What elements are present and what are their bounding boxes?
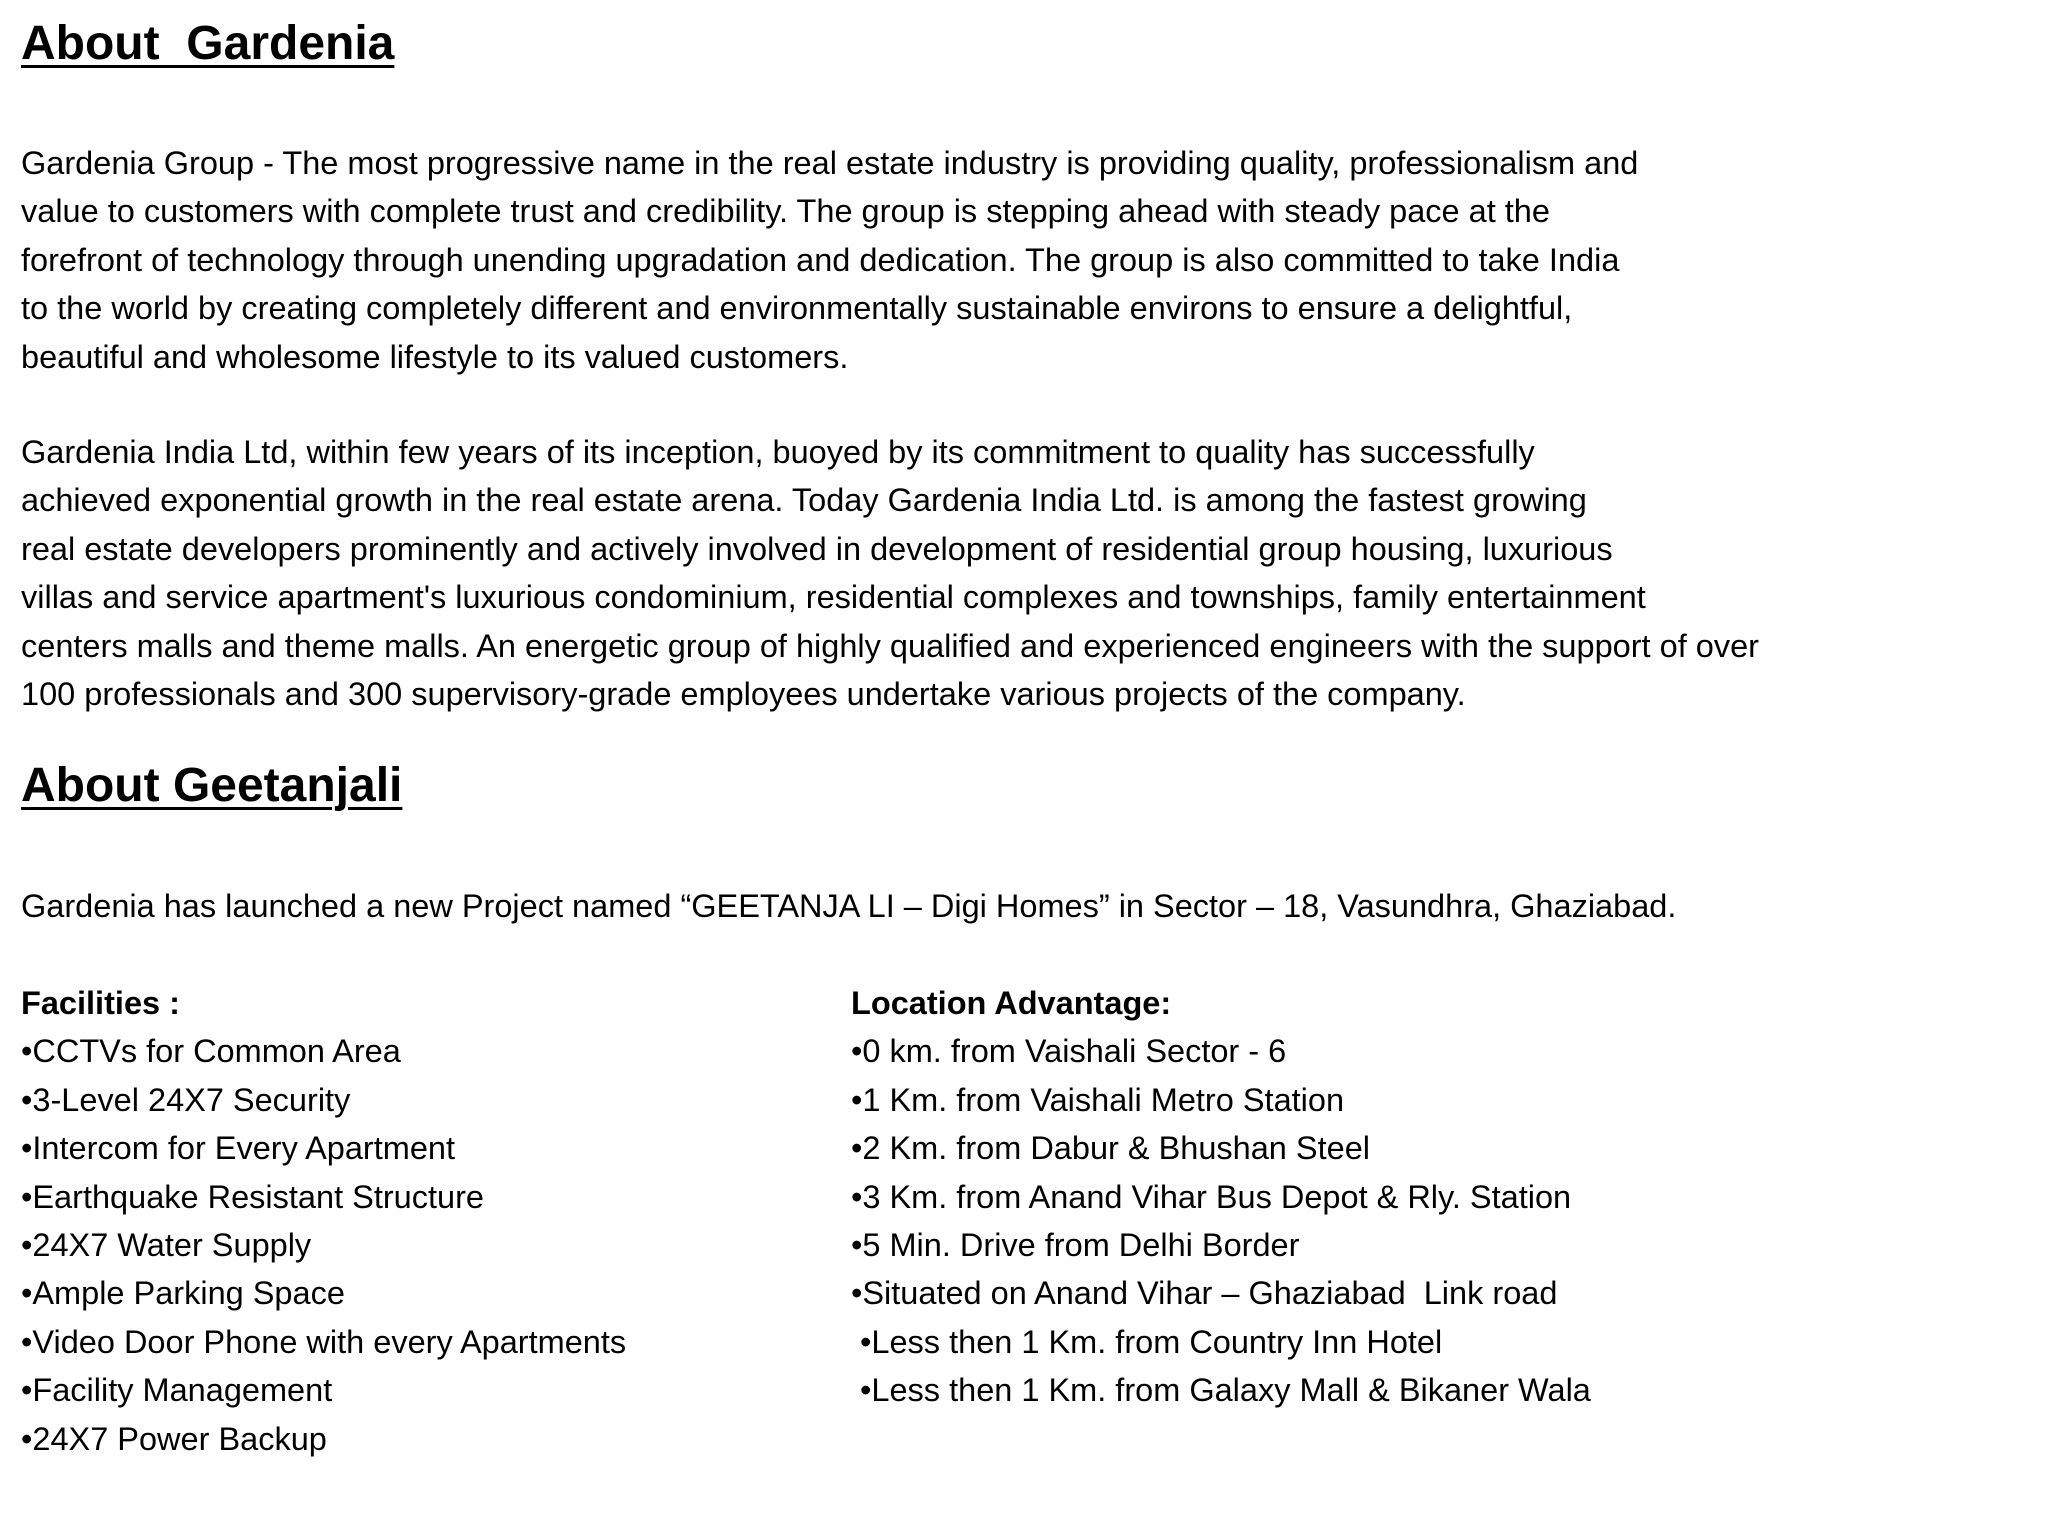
facilities-title: Facilities : xyxy=(21,985,180,1021)
facility-item: •Earthquake Resistant Structure xyxy=(21,1178,484,1215)
paragraph-line: value to customers with complete trust and credibility. The group is stepping ahead with steady pace at the xyxy=(21,193,1550,230)
location-advantage-section xyxy=(851,979,1591,1415)
facility-item: •24X7 Power Backup xyxy=(21,1420,327,1457)
facility-item: •Video Door Phone with every Apartments xyxy=(21,1323,627,1360)
paragraph-line: Gardenia India Ltd, within few years of its inception, buoyed by its commitment to quality has successfully xyxy=(21,434,1535,470)
paragraph-line: villas and service apartment's luxurious condominium, residential complexes and townships, family entertainment xyxy=(21,579,1646,616)
location-advantage-list xyxy=(851,1027,1591,1414)
location-item: •3 Km. from Anand Vihar Bus Depot & Rly. Station xyxy=(851,1178,1572,1215)
facility-item: •Intercom for Every Apartment xyxy=(21,1130,456,1167)
location-item: •Less then 1 Km. from Country Inn Hotel xyxy=(851,1323,1443,1360)
location-item: •Situated on Anand Vihar – Ghaziabad Link road xyxy=(851,1275,1558,1312)
gardenia-group-paragraph xyxy=(21,139,2041,381)
paragraph-line: forefront of technology through unending upgradation and dedication. The group is also committed to take India xyxy=(21,241,1620,278)
about-geetanjali-heading: About Geetanjali xyxy=(21,759,403,812)
facilities-section xyxy=(21,979,626,1463)
paragraph-line: to the world by creating completely different and environmentally sustainable environs to ensure a delightful, xyxy=(21,290,1573,327)
facility-item: •Facility Management xyxy=(21,1372,333,1409)
paragraph-line: 100 professionals and 300 supervisory-grade employees undertake various projects of the company. xyxy=(21,676,1466,713)
paragraph-line: Gardenia Group - The most progressive name in the real estate industry is providing quality, professionalism and xyxy=(21,145,1639,181)
facility-item: •CCTVs for Common Area xyxy=(21,1033,401,1070)
paragraph-line: beautiful and wholesome lifestyle to its valued customers. xyxy=(21,338,849,375)
facilities-list xyxy=(21,1027,626,1463)
project-launch-text: Gardenia has launched a new Project named “GEETANJA LI – Digi Homes” in Sector – 18, Vasundhra, Ghaziabad. xyxy=(21,888,1677,924)
paragraph-line: centers malls and theme malls. An energetic group of highly qualified and experienced engineers with the support of over xyxy=(21,627,1759,664)
gardenia-india-paragraph xyxy=(21,428,2041,718)
paragraph-line: achieved exponential growth in the real estate arena. Today Gardenia India Ltd. is among the fastest growing xyxy=(21,482,1587,519)
facility-item: •24X7 Water Supply xyxy=(21,1227,312,1264)
location-item: •Less then 1 Km. from Galaxy Mall & Bikaner Wala xyxy=(851,1372,1591,1409)
location-item: •5 Min. Drive from Delhi Border xyxy=(851,1227,1300,1264)
facility-item: •Ample Parking Space xyxy=(21,1275,345,1312)
location-advantage-title: Location Advantage: xyxy=(851,985,1172,1021)
location-item: •0 km. from Vaishali Sector - 6 xyxy=(851,1033,1287,1070)
location-item: •1 Km. from Vaishali Metro Station xyxy=(851,1081,1345,1118)
about-gardenia-heading: About Gardenia xyxy=(21,17,395,70)
location-item: •2 Km. from Dabur & Bhushan Steel xyxy=(851,1130,1370,1167)
facility-item: •3-Level 24X7 Security xyxy=(21,1081,351,1118)
paragraph-line: real estate developers prominently and actively involved in development of residential group housing, luxurious xyxy=(21,530,1613,567)
